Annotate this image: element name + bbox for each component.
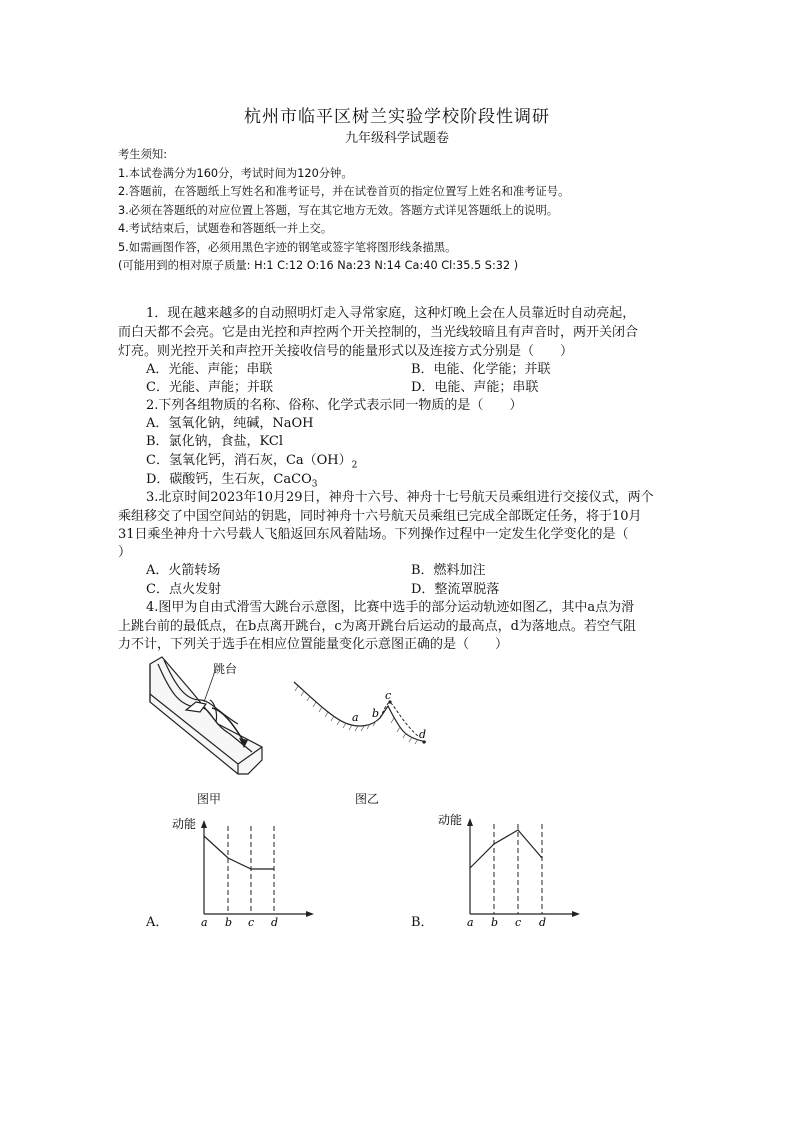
ski-jump-figure <box>140 652 275 787</box>
q3-stem-line: 3.北京时间2023年10月29日，神舟十六号、神舟十七号航天员乘组进行交接仪式，两个 <box>146 490 654 505</box>
trajectory-point-b: b <box>372 707 380 720</box>
graph-a-tick-a: a <box>201 916 208 929</box>
graph-option-b <box>434 808 584 932</box>
q3-option-a: A．火箭转场 <box>146 563 221 578</box>
q1-option-b: B．电能、化学能；并联 <box>411 362 551 377</box>
notes-heading: 考生须知: <box>118 148 167 161</box>
q2-option-d-text: D．碳酸钙，生石灰，CaCO <box>146 472 312 487</box>
q1-option-d: D．电能、声能；串联 <box>411 380 539 395</box>
q2-stem: 2.下列各组物质的名称、俗称、化学式表示同一物质的是（ ） <box>146 398 523 413</box>
q2-option-a: A．氢氧化钠，纯碱，NaOH <box>146 416 314 431</box>
q3-option-d: D．整流罩脱落 <box>411 582 500 597</box>
graph-b-tick-c: c <box>515 916 522 929</box>
q3-option-c: C．点火发射 <box>146 582 221 597</box>
notes-item: 4.考试结束后，试题卷和答题纸一并上交。 <box>118 222 333 235</box>
trajectory-point-c: c <box>385 689 392 702</box>
q2-option-c-text: C．氢氧化钙，消石灰，Ca（OH） <box>146 453 352 468</box>
q4-option-a: A． <box>146 915 169 930</box>
q3-stem-line: 31日乘坐神舟十六号载人飞船返回东风着陆场。下列操作过程中一定发生化学变化的是（ <box>118 527 629 542</box>
q3-stem-line: 乘组移交了中国空间站的钥匙，同时神舟十六号航天员乘组已完成全部既定任务，将于10月 <box>118 509 642 524</box>
page-title: 杭州市临平区树兰实验学校阶段性调研 <box>244 107 550 127</box>
q4-option-b: B． <box>411 915 434 930</box>
graph-b-ylabel: 动能 <box>438 813 463 827</box>
q1-option-a: A．光能、声能；串联 <box>146 362 273 377</box>
q1-stem-line: 灯亮。则光控开关和声控开关接收信号的能量形式以及连接方式分别是（ ） <box>118 344 574 359</box>
trajectory-figure <box>288 674 438 754</box>
notes-item: 2.答题前，在答题纸上写姓名和准考证号，并在试卷首页的指定位置写上姓名和准考证号。 <box>118 185 570 198</box>
q3-stem-line: ） <box>118 545 132 560</box>
graph-a-tick-b: b <box>225 916 233 929</box>
q1-option-c: C．光能、声能；并联 <box>146 380 273 395</box>
q4-stem-line: 上跳台前的最低点，在b点离开跳台，c为离开跳台后运动的最高点，d为落地点。若空气阻 <box>118 619 636 634</box>
jump-platform-label: 跳台 <box>213 662 238 676</box>
q2-option-d-sub: 3 <box>311 479 318 490</box>
notes-item: (可能用到的相对原子质量: H:1 C:12 O:16 Na:23 N:14 Ca:40 Cl:35.5 S:32 ) <box>118 259 519 272</box>
graph-a-tick-d: d <box>271 916 279 929</box>
q3-option-b: B．燃料加注 <box>411 563 486 578</box>
q2-option-b: B．氯化钠，食盐，KCl <box>146 434 284 449</box>
figure-yi-caption: 图乙 <box>355 792 380 806</box>
graph-a-ylabel: 动能 <box>172 817 197 831</box>
q4-stem-line: 力不计，下列关于选手在相应位置能量变化示意图正确的是（ ） <box>118 637 509 652</box>
q2-option-c-sub: 2 <box>351 460 358 471</box>
graph-option-a <box>168 812 318 932</box>
graph-b-tick-d: d <box>539 916 547 929</box>
page-subtitle: 九年级科学试题卷 <box>344 131 449 146</box>
q1-stem-line: 1．现在越来越多的自动照明灯走入寻常家庭，这种灯晚上会在人员靠近时自动亮起， <box>146 306 636 321</box>
exam-notes <box>118 146 569 276</box>
trajectory-point-a: a <box>352 711 359 724</box>
trajectory-point-d: d <box>419 728 427 741</box>
q4-stem-line: 4.图甲为自由式滑雪大跳台示意图，比赛中选手的部分运动轨迹如图乙，其中a点为滑 <box>146 600 635 615</box>
notes-item: 5.如需画图作答，必须用黑色字迹的钢笔或签字笔将图形线条描黑。 <box>118 240 457 254</box>
notes-item: 3.必须在答题纸的对应位置上答题，写在其它地方无效。答题方式详见答题纸上的说明。 <box>118 203 559 217</box>
notes-item: 1.本试卷满分为160分，考试时间为120分钟。 <box>118 166 353 180</box>
graph-a-tick-c: c <box>248 916 255 929</box>
graph-b-tick-a: a <box>467 916 474 929</box>
q1-stem-line: 而白天都不会亮。它是由光控和声控两个开关控制的，当光线较暗且有声音时，两开关闭合 <box>118 325 639 340</box>
figure-jia-caption: 图甲 <box>197 792 222 806</box>
graph-b-tick-b: b <box>491 916 499 929</box>
